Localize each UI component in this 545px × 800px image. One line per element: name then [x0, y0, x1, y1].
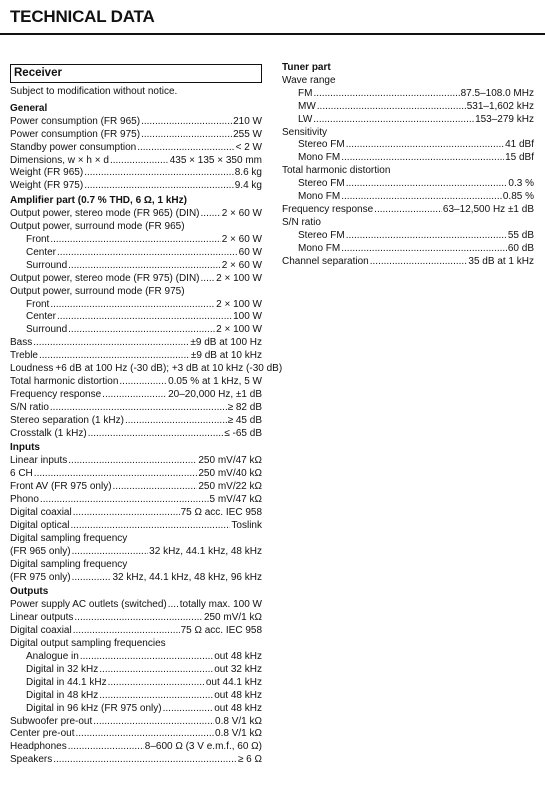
leader-dots — [370, 256, 468, 269]
spec-row — [10, 247, 262, 260]
spec-value: Toslink — [231, 519, 262, 531]
spec-value: 63–12,500 Hz ±1 dB — [442, 203, 534, 215]
leader-dots — [50, 402, 227, 415]
spec-value: 2 × 60 W — [221, 233, 262, 245]
outputs-heading: Outputs — [10, 586, 49, 598]
spec-row — [282, 114, 534, 127]
spec-label: 6 CH — [10, 468, 33, 480]
spec-label: Digital coaxial — [10, 625, 72, 637]
spec-row — [10, 481, 262, 494]
spec-label: Treble — [10, 350, 38, 362]
leader-dots — [341, 191, 502, 204]
leader-dots — [70, 520, 230, 533]
spec-label: FM — [298, 87, 313, 99]
spec-value: 250 mV/40 kΩ — [198, 468, 262, 480]
spec-label: Analogue in — [26, 650, 79, 662]
leader-dots — [201, 208, 221, 221]
leader-dots — [34, 468, 198, 481]
sampling-965-heading: Digital sampling frequency — [10, 532, 128, 544]
spec-value: totally max. 100 W — [179, 599, 262, 611]
leader-dots — [53, 754, 237, 767]
spec-row — [10, 389, 262, 402]
spec-label: Frequency response — [282, 203, 374, 215]
page-title: TECHNICAL DATA — [10, 7, 155, 26]
spec-row — [10, 260, 262, 273]
spec-value: < 2 W — [235, 141, 262, 153]
spec-value: 0.3 % — [508, 178, 534, 190]
spec-label: Loudness — [10, 363, 54, 375]
spec-value: 0.8 V/1 kΩ — [215, 728, 262, 740]
spec-row — [282, 230, 534, 243]
spec-value: 60 W — [238, 246, 262, 258]
leader-dots — [57, 247, 238, 260]
spec-value: ±9 dB at 10 kHz — [190, 350, 262, 362]
spec-value: 0.05 % at 1 kHz, 5 W — [168, 375, 262, 387]
leader-dots — [72, 572, 112, 585]
leader-dots — [110, 155, 169, 168]
spec-label: Center — [26, 311, 57, 323]
leader-dots — [99, 690, 213, 703]
leader-dots — [73, 625, 180, 638]
spec-label: Digital optical — [10, 519, 70, 531]
spec-row — [10, 167, 262, 180]
spec-row — [10, 415, 262, 428]
receiver-title: Receiver — [10, 64, 262, 83]
spec-row — [10, 677, 262, 690]
sn-list — [282, 230, 534, 256]
leader-dots — [73, 507, 180, 520]
spec-value: 2 × 100 W — [216, 272, 262, 284]
spec-row — [10, 468, 262, 481]
spec-row — [282, 101, 534, 114]
leader-dots — [68, 324, 215, 337]
spec-value: ≤ -65 dB — [224, 427, 262, 439]
spec-row — [10, 324, 262, 337]
spec-label: Digital in 96 kHz (FR 975 only) — [26, 702, 162, 714]
spec-label: Stereo FM — [298, 229, 345, 241]
spec-row — [10, 286, 262, 299]
wave-range-heading: Wave range — [282, 74, 336, 86]
spec-row — [10, 664, 262, 677]
leader-dots — [50, 299, 215, 312]
spec-row — [10, 741, 262, 754]
spec-label: Center pre-out — [10, 728, 75, 740]
spec-label: Headphones — [10, 741, 67, 753]
leader-dots — [33, 337, 189, 350]
spec-label: Channel separation — [282, 255, 369, 267]
spec-value: 2 × 60 W — [221, 208, 262, 220]
spec-label: Front AV (FR 975 only) — [10, 481, 112, 493]
spec-label: Output power, surround mode (FR 975) — [10, 285, 185, 297]
spec-label: Crosstalk (1 kHz) — [10, 427, 87, 439]
spec-label: Standby power consumption — [10, 141, 137, 153]
spec-value: out 48 kHz — [214, 689, 262, 701]
spec-label: Front — [26, 298, 50, 310]
leader-dots — [68, 741, 144, 754]
spec-row — [10, 129, 262, 142]
spec-value: 0.8 V/1 kΩ — [215, 715, 262, 727]
spec-value: out 44.1 kHz — [205, 676, 262, 688]
spec-value: 32 kHz, 44.1 kHz, 48 kHz — [149, 545, 262, 557]
spec-row — [10, 625, 262, 638]
spec-label: Power consumption (FR 975) — [10, 128, 141, 140]
spec-label: Subwoofer pre-out — [10, 715, 93, 727]
spec-row — [10, 716, 262, 729]
spec-row — [10, 428, 262, 441]
modification-note: Subject to modification without notice. — [10, 86, 178, 97]
spec-label: Front — [26, 233, 50, 245]
spec-row — [282, 243, 534, 256]
spec-label: Surround — [26, 324, 68, 336]
leader-dots — [68, 260, 221, 273]
spec-row — [10, 728, 262, 741]
inputs-heading: Inputs — [10, 442, 40, 454]
sampling-975-heading: Digital sampling frequency — [10, 558, 128, 570]
leader-dots — [84, 167, 234, 180]
spec-value: 8–600 Ω (3 V e.m.f., 60 Ω) — [144, 741, 262, 753]
spec-value: 2 × 60 W — [221, 259, 262, 271]
spec-label: Weight (FR 975) — [10, 180, 84, 192]
leader-dots — [313, 88, 459, 101]
spec-label: Phono — [10, 494, 39, 506]
spec-value: 60 dB — [507, 242, 534, 254]
spec-row — [10, 690, 262, 703]
page-header — [0, 0, 545, 36]
spec-value: 2 × 100 W — [216, 324, 262, 336]
spec-label: S/N ratio — [10, 401, 49, 413]
spec-value: 75 Ω acc. IEC 958 — [180, 625, 262, 637]
spec-value: 87.5–108.0 MHz — [460, 87, 534, 99]
spec-row — [282, 178, 534, 191]
leader-dots — [141, 116, 232, 129]
leader-dots — [341, 152, 504, 165]
spec-label: Linear outputs — [10, 612, 74, 624]
spec-label: MW — [298, 100, 316, 112]
output-sampling-list — [10, 651, 262, 716]
spec-row — [10, 599, 262, 612]
spec-value: 0.85 % — [502, 191, 534, 203]
leader-dots — [119, 376, 167, 389]
spec-row — [10, 612, 262, 625]
spec-value: 55 dB — [507, 229, 534, 241]
spec-row — [10, 311, 262, 324]
spec-row — [10, 363, 283, 376]
spec-value: 100 W — [233, 311, 262, 323]
spec-row — [282, 139, 534, 152]
spec-row — [10, 703, 262, 716]
spec-label: Center — [26, 246, 57, 258]
leader-dots — [313, 114, 474, 127]
sampling-975-row — [10, 572, 262, 585]
output-sampling-heading: Digital output sampling frequencies — [10, 638, 166, 650]
leader-dots — [317, 101, 466, 114]
spec-value: 531–1,602 kHz — [466, 100, 534, 112]
spec-value: ±9 dB at 100 Hz — [190, 337, 262, 349]
spec-row — [10, 507, 262, 520]
spec-value: 250 mV/22 kΩ — [198, 481, 262, 493]
leader-dots — [374, 204, 442, 217]
tuner-heading: Tuner part — [282, 62, 331, 73]
spec-label: LW — [298, 113, 313, 125]
tuner-frequency-response-row — [282, 204, 534, 217]
leader-dots — [99, 664, 213, 677]
leader-dots — [108, 677, 205, 690]
leader-dots — [163, 703, 214, 716]
tuner-column — [282, 62, 534, 269]
spec-value: 32 kHz, 44.1 kHz, 48 kHz, 96 kHz — [112, 571, 262, 583]
spec-value: out 48 kHz — [214, 650, 262, 662]
spec-row — [10, 180, 262, 193]
spec-row — [10, 221, 262, 234]
spec-row — [10, 116, 262, 129]
outputs-list-2 — [10, 716, 262, 768]
leader-dots — [93, 716, 214, 729]
spec-label: Digital in 48 kHz — [26, 689, 99, 701]
spec-row — [10, 208, 262, 221]
sn-heading: S/N ratio — [282, 216, 321, 228]
amplifier-list — [10, 208, 283, 440]
spec-row — [282, 88, 534, 101]
spec-row — [10, 234, 262, 247]
outputs-list — [10, 599, 262, 638]
spec-label: Mono FM — [298, 191, 341, 203]
spec-row — [10, 754, 262, 767]
spec-row — [10, 142, 262, 155]
leader-dots — [57, 311, 232, 324]
spec-label: Output power, surround mode (FR 965) — [10, 221, 185, 233]
leader-dots — [168, 599, 179, 612]
leader-dots — [346, 139, 504, 152]
spec-label: Stereo separation (1 kHz) — [10, 414, 124, 426]
sampling-965-row — [10, 546, 262, 559]
leader-dots — [84, 180, 234, 193]
spec-row — [10, 273, 262, 286]
leader-dots — [88, 428, 224, 441]
spec-value: 250 mV/1 kΩ — [203, 612, 262, 624]
spec-value: +6 dB at 100 Hz (-30 dB); +3 dB at 10 kHz (-30 dB) — [55, 363, 283, 375]
leader-dots — [113, 481, 198, 494]
sensitivity-list — [282, 139, 534, 165]
spec-row — [282, 152, 534, 165]
leader-dots — [346, 230, 507, 243]
leader-dots — [74, 612, 203, 625]
spec-value: out 32 kHz — [214, 663, 262, 675]
spec-value: 15 dBf — [505, 152, 534, 164]
spec-value: 8.6 kg — [234, 167, 262, 179]
spec-value: ≥ 6 Ω — [237, 754, 262, 766]
spec-label: Digital in 32 kHz — [26, 663, 99, 675]
thd-list — [282, 178, 534, 204]
leader-dots — [137, 142, 234, 155]
leader-dots — [50, 234, 220, 247]
general-list — [10, 116, 262, 193]
leader-dots — [39, 350, 190, 363]
spec-row — [282, 191, 534, 204]
general-heading: General — [10, 102, 48, 114]
spec-row — [10, 520, 262, 533]
spec-row — [10, 402, 262, 415]
leader-dots — [80, 651, 213, 664]
sensitivity-heading: Sensitivity — [282, 126, 328, 138]
spec-row — [10, 299, 262, 312]
spec-label: Weight (FR 965) — [10, 167, 84, 179]
leader-dots — [141, 129, 232, 142]
spec-value: 41 dBf — [505, 139, 534, 151]
channel-separation-row — [282, 256, 534, 269]
spec-value: 210 W — [233, 115, 262, 127]
spec-value: 255 W — [233, 128, 262, 140]
wave-range-list — [282, 88, 534, 127]
spec-label: Digital coaxial — [10, 507, 72, 518]
spec-label: Output power, stereo mode (FR 975) (DIN) — [10, 272, 200, 284]
header-rule — [0, 33, 545, 35]
leader-dots — [102, 389, 167, 402]
spec-value: 2 × 100 W — [216, 298, 262, 310]
spec-row — [10, 651, 262, 664]
spec-value: 75 Ω acc. IEC 958 — [180, 507, 262, 518]
leader-dots — [40, 494, 209, 507]
leader-dots — [72, 546, 149, 559]
spec-value: 5 mV/47 kΩ — [209, 494, 262, 506]
spec-label: Surround — [26, 259, 68, 271]
spec-value: 153–279 kHz — [475, 113, 534, 125]
spec-value: ≥ 82 dB — [227, 401, 262, 413]
receiver-column — [10, 62, 283, 767]
spec-row — [10, 455, 262, 468]
spec-label: Power consumption (FR 965) — [10, 115, 141, 127]
leader-dots — [125, 415, 227, 428]
leader-dots — [201, 273, 216, 286]
spec-label: Frequency response — [10, 388, 102, 400]
spec-row — [10, 155, 262, 168]
spec-value: 20–20,000 Hz, ±1 dB — [168, 388, 262, 400]
spec-label: Power supply AC outlets (switched) — [10, 599, 167, 611]
spec-row — [10, 337, 262, 350]
thd-heading: Total harmonic distortion — [282, 165, 391, 177]
spec-label: Digital in 44.1 kHz — [26, 676, 107, 688]
spec-label: Mono FM — [298, 152, 341, 164]
spec-label: Speakers — [10, 754, 53, 766]
spec-value: ≥ 45 dB — [227, 414, 262, 426]
spec-row — [10, 376, 262, 389]
spec-label: Dimensions, w × h × d — [10, 154, 109, 166]
spec-label: Bass — [10, 337, 33, 349]
spec-value: 435 × 135 × 350 mm — [169, 154, 262, 166]
leader-dots — [346, 178, 508, 191]
spec-label: Linear inputs — [10, 455, 68, 467]
amplifier-heading: Amplifier part (0.7 % THD, 6 Ω, 1 kHz) — [10, 195, 187, 207]
inputs-list — [10, 455, 262, 532]
spec-value: 9.4 kg — [234, 180, 262, 192]
leader-dots — [68, 455, 197, 468]
spec-row — [10, 350, 262, 363]
spec-value: out 48 kHz — [214, 702, 262, 714]
spec-value: 35 dB at 1 kHz — [468, 255, 534, 267]
spec-label: Output power, stereo mode (FR 965) (DIN) — [10, 208, 200, 220]
leader-dots — [75, 728, 214, 741]
spec-label: (FR 965 only) — [10, 545, 71, 557]
spec-label: (FR 975 only) — [10, 571, 71, 583]
spec-label: Total harmonic distortion — [10, 375, 119, 387]
spec-label: Stereo FM — [298, 139, 345, 151]
spec-row — [10, 494, 262, 507]
spec-label: Stereo FM — [298, 178, 345, 190]
spec-value: 250 mV/47 kΩ — [198, 455, 262, 467]
leader-dots — [341, 243, 507, 256]
spec-label: Mono FM — [298, 242, 341, 254]
